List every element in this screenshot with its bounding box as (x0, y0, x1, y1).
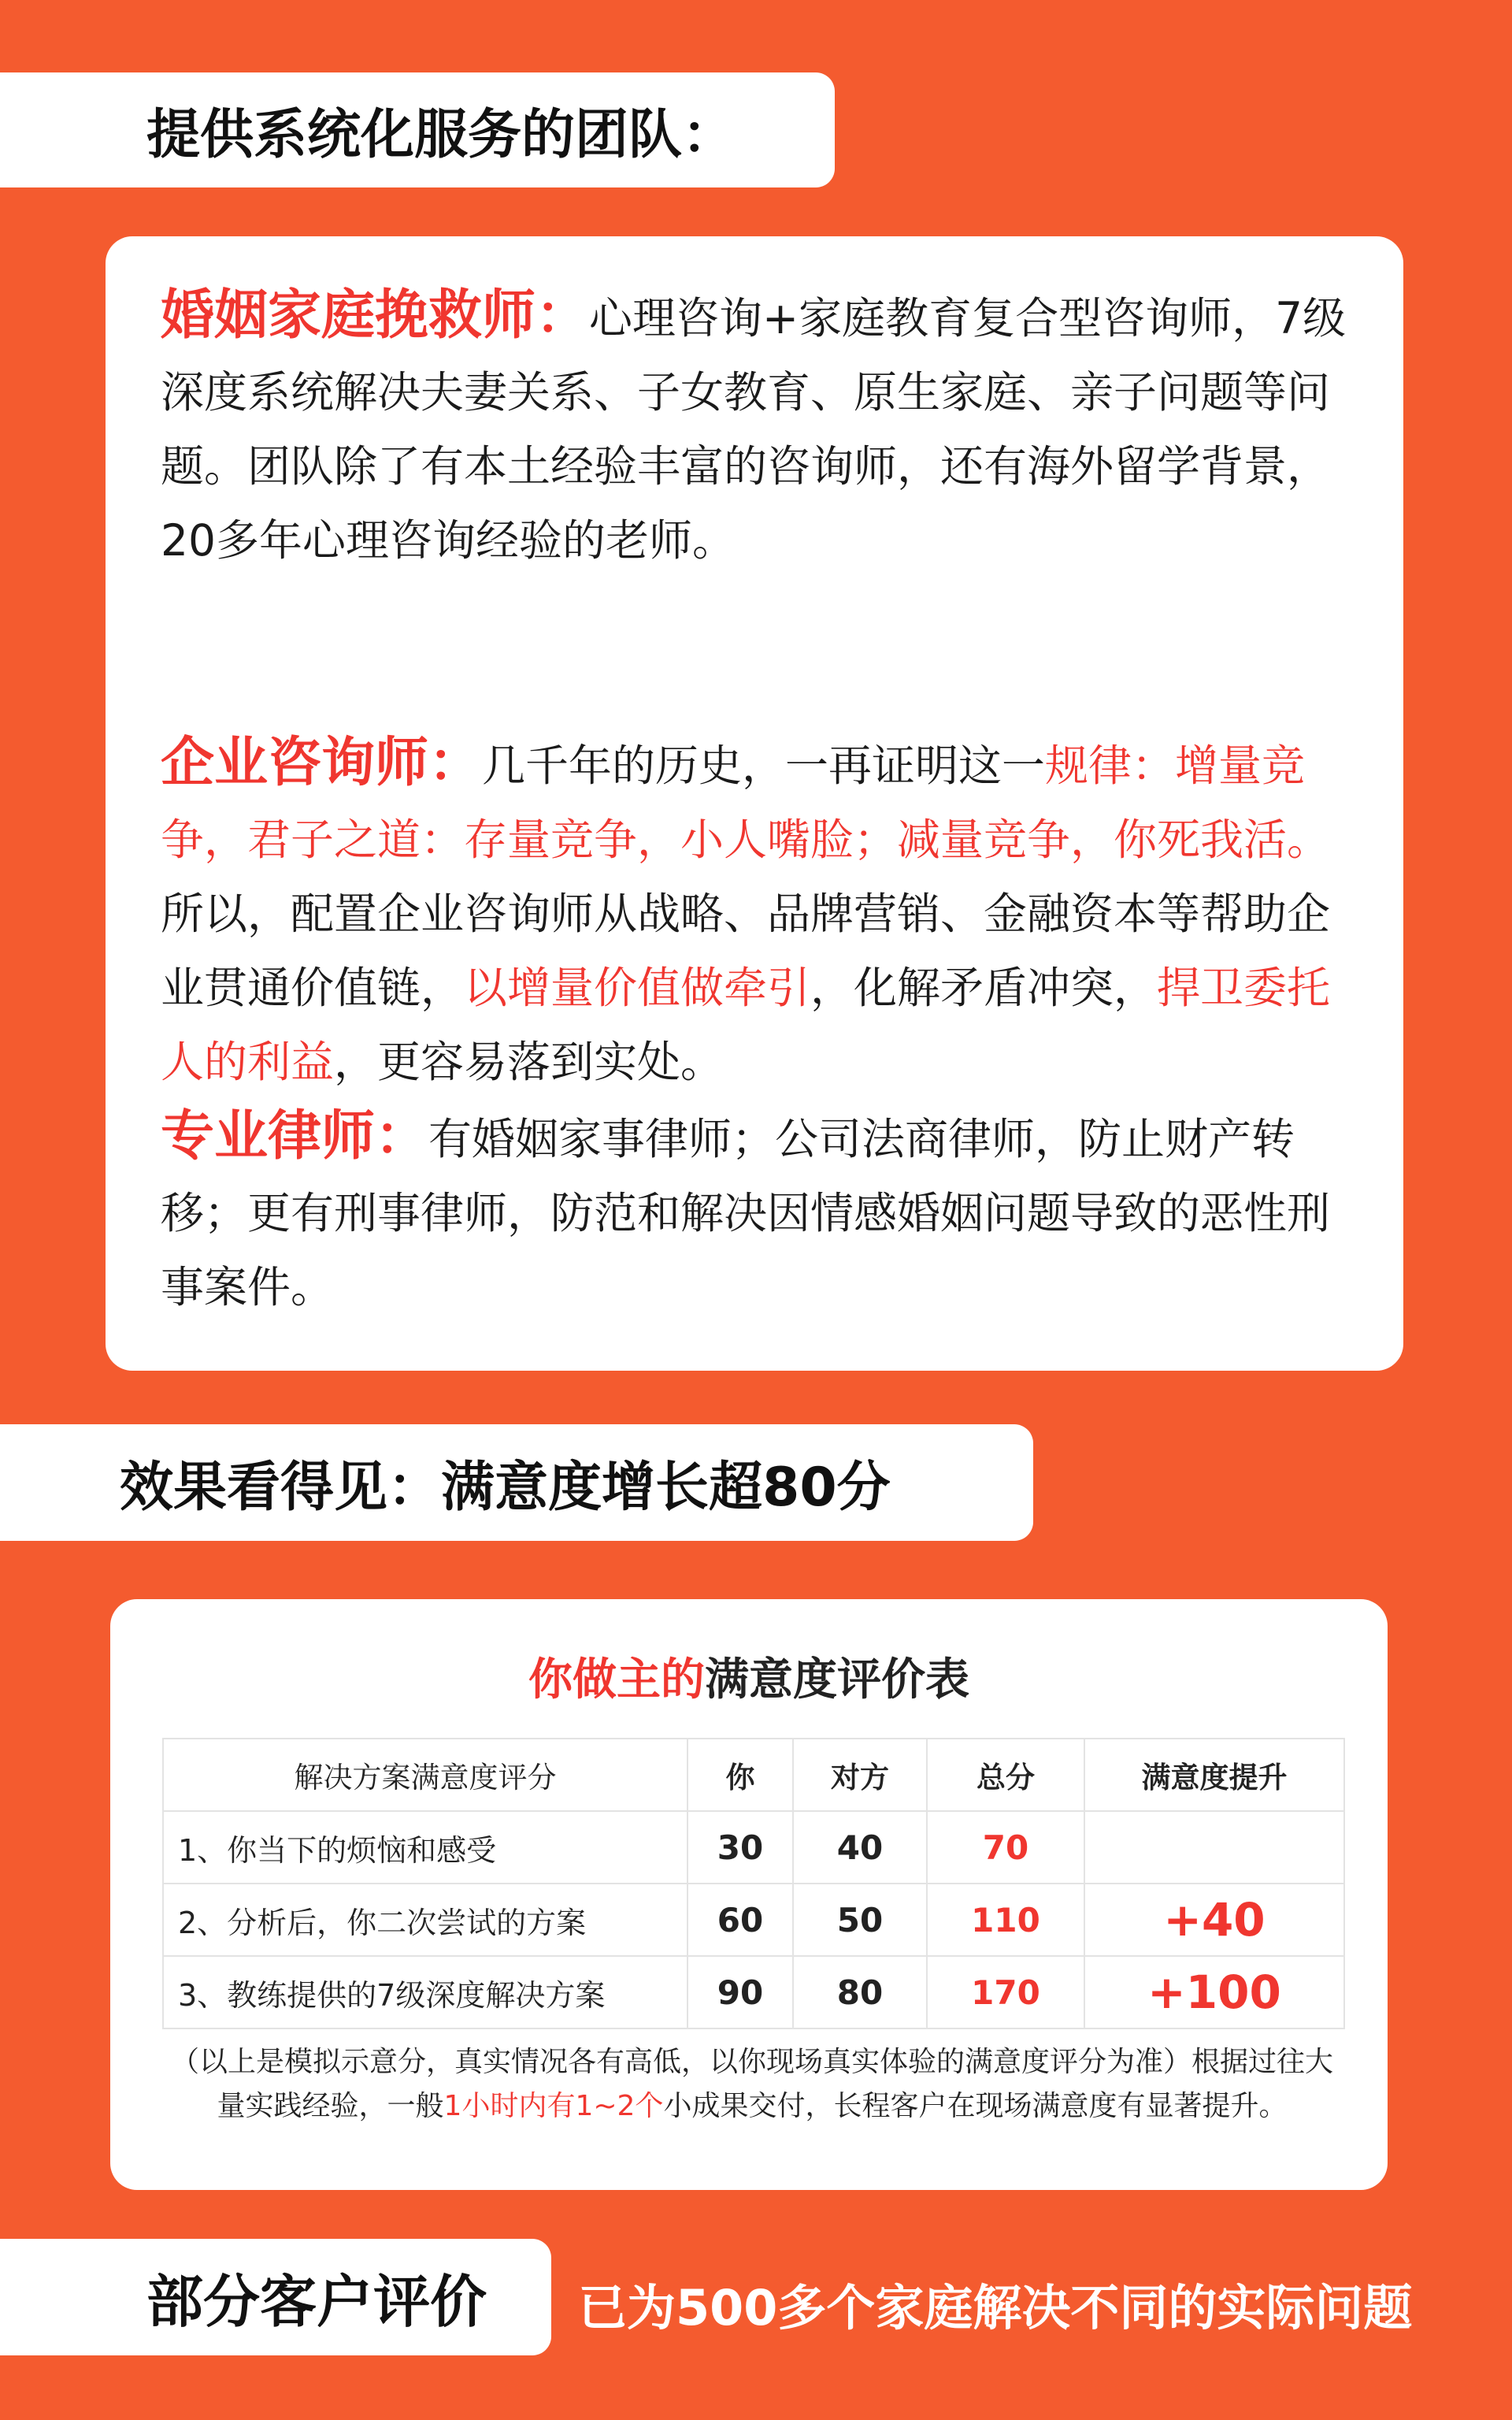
lawyer-text: 有婚姻家事律师；公司法商律师，防止财产转移；更有刑事律师，防范和解决因情感婚姻问题导致的恶性刑事案件。 (161, 1114, 1331, 1312)
row-boost: +40 (1084, 1884, 1344, 1956)
enterprise-text-d: ，更容易落到实处。 (334, 1037, 724, 1087)
row-label: 2、分析后，你二次尝试的方案 (163, 1884, 687, 1956)
row-other: 80 (793, 1956, 927, 2028)
table-note (158, 2040, 1347, 2129)
section-heading-reviews (0, 2239, 551, 2355)
enterprise-highlight-c: 捍卫委托人的利益 (161, 963, 1331, 1087)
header-other: 对方 (793, 1739, 927, 1811)
table-row (163, 1884, 1344, 1956)
row-boost (1084, 1811, 1344, 1884)
note-text-b: 小成果交付，长程客户在现场满意度有显著提升。 (663, 2090, 1288, 2122)
team-paragraph-enterprise (161, 726, 1358, 1099)
header-solution: 解决方案满意度评分 (163, 1739, 687, 1811)
team-paragraph-marriage (161, 279, 1358, 577)
team-paragraph-lawyer (161, 1100, 1358, 1324)
table-header-row (163, 1739, 1344, 1811)
reviews-tagline: 已为500多个家庭解决不同的实际问题 (578, 2279, 1413, 2336)
satisfaction-table (162, 1738, 1345, 2029)
enterprise-highlight-a: 规律：增量竞争，君子之道：存量竞争，小人嘴脸；减量竞争，你死我活。 (161, 740, 1331, 865)
enterprise-text-a: 几千年的历史，一再证明这一 (482, 740, 1046, 791)
table-row (163, 1811, 1344, 1884)
enterprise-text-c: ，化解矛盾冲突， (810, 963, 1158, 1013)
row-label: 3、教练提供的7级深度解决方案 (163, 1956, 687, 2028)
section-heading-results (0, 1424, 1033, 1541)
team-card (106, 236, 1403, 1371)
row-total: 110 (927, 1884, 1084, 1956)
row-total: 170 (927, 1956, 1084, 2028)
header-total: 总分 (927, 1739, 1084, 1811)
section-heading-team (0, 72, 835, 187)
results-heading-text: 效果看得见：满意度增长超80分 (120, 1456, 891, 1519)
row-other: 40 (793, 1811, 927, 1884)
marriage-title: 婚姻家庭挽救师： (161, 284, 590, 347)
reviews-heading-text: 部分客户评价 (146, 2269, 487, 2335)
satisfaction-card (110, 1599, 1388, 2190)
note-text-a: （以上是模拟示意分，真实情况各有高低，以你现场真实体验的满意度评分为准）根据过往大量实践经验，一般 (170, 2046, 1333, 2122)
row-label: 1、你当下的烦恼和感受 (163, 1811, 687, 1884)
row-total: 70 (927, 1811, 1084, 1884)
row-boost: +100 (1084, 1956, 1344, 2028)
header-you: 你 (687, 1739, 793, 1811)
marriage-text: 心理咨询+家庭教育复合型咨询师，7级深度系统解决夫妻关系、子女教育、原生家庭、亲子问题等问题。团队除了有本土经验丰富的咨询师，还有海外留学背景，20多年心理咨询经验的老师。 (161, 293, 1347, 566)
row-you: 60 (687, 1884, 793, 1956)
table-title-rest: 满意度评价表 (705, 1654, 969, 1706)
team-heading-text: 提供系统化服务的团队： (146, 103, 736, 166)
table-title (110, 1645, 1388, 1708)
enterprise-text-b: 所以，配置企业咨询师从战略、品牌营销、金融资本等帮助企业贯通价值链， (161, 889, 1331, 1013)
table-row (163, 1956, 1344, 2028)
enterprise-highlight-b: 以增量价值做牵引 (464, 963, 811, 1013)
row-other: 50 (793, 1884, 927, 1956)
header-boost: 满意度提升 (1084, 1739, 1344, 1811)
row-you: 30 (687, 1811, 793, 1884)
note-highlight: 1小时内有1~2个 (443, 2090, 664, 2122)
enterprise-title: 企业咨询师： (161, 732, 483, 794)
row-you: 90 (687, 1956, 793, 2028)
table-title-highlight: 你做主的 (528, 1654, 705, 1706)
lawyer-title: 专业律师： (161, 1105, 429, 1167)
